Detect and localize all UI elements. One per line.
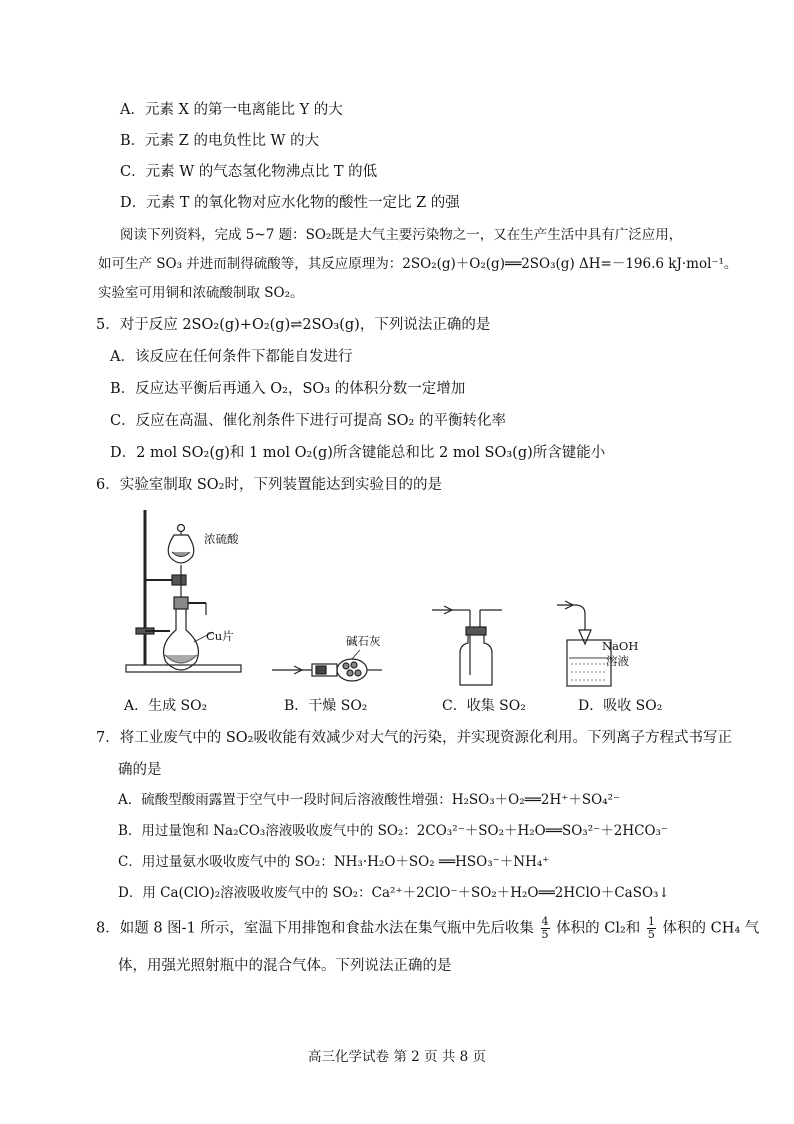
- q8-stem-part-c: 体积的 CH₄ 气: [662, 920, 760, 937]
- q8-stem-line-1: [96, 916, 759, 941]
- q8-fraction-1-denominator: 5: [541, 928, 549, 941]
- caption-a: A．生成 SO₂: [124, 698, 208, 714]
- caption-b: B．干燥 SO₂: [284, 698, 368, 714]
- reading-line-3: 实验室可用铜和浓硫酸制取 SO₂。: [98, 285, 304, 301]
- q8-fraction-2-numerator: 1: [647, 915, 655, 928]
- q8-fraction-2-denominator: 5: [647, 928, 655, 941]
- q4-option-b: B．元素 Z 的电负性比 W 的大: [120, 133, 320, 149]
- q8-stem-part-a: 8．如题 8 图-1 所示，室温下用排饱和食盐水法在集气瓶中先后收集: [96, 920, 534, 937]
- q7-option-c: C．用过量氨水吸收废气中的 SO₂：NH₃·H₂O＋SO₂ ══HSO₃⁻＋NH₄⁺: [118, 854, 550, 870]
- q5-option-a: A．该反应在任何条件下都能自发进行: [110, 349, 353, 365]
- reading-line-1: 阅读下列资料，完成 5~7 题：SO₂既是大气主要污染物之一，又在生产生活中具有广泛应用，: [120, 227, 683, 243]
- q5-option-d: D．2 mol SO₂(g)和 1 mol O₂(g)所含键能总和比 2 mol SO₃(g)所含键能小: [110, 445, 606, 461]
- q8-fraction-1: [541, 916, 550, 941]
- q4-option-d: D．元素 T 的氧化物对应水化物的酸性一定比 Z 的强: [120, 195, 460, 211]
- label-lime: 碱石灰: [346, 634, 381, 648]
- q6-stem: 6．实验室制取 SO₂时，下列装置能达到实验目的的是: [96, 477, 442, 493]
- q7-option-a: A．硫酸型酸雨露置于空气中一段时间后溶液酸性增强：H₂SO₃＋O₂══2H⁺＋SO₄²⁻: [118, 792, 621, 808]
- q5-option-c: C．反应在高温、催化剂条件下进行可提高 SO₂ 的平衡转化率: [110, 413, 506, 429]
- caption-c: C．收集 SO₂: [442, 698, 526, 714]
- q8-fraction-1-numerator: 4: [541, 915, 549, 928]
- apparatus-a-generator: [118, 505, 268, 680]
- page-footer: 高三化学试卷 第 2 页 共 8 页: [308, 1049, 486, 1065]
- q7-stem-line-2: 确的是: [118, 762, 162, 778]
- label-cu: Cu片: [206, 629, 234, 643]
- apparatus-b-drying-tube: [272, 650, 392, 690]
- q8-stem-line-2: 体，用强光照射瓶中的混合气体。下列说法正确的是: [118, 958, 452, 974]
- q5-option-b: B．反应达平衡后再通入 O₂，SO₃ 的体积分数一定增加: [110, 381, 466, 397]
- q5-stem: 5．对于反应 2SO₂(g)+O₂(g)⇌2SO₃(g)，下列说法正确的是: [96, 317, 491, 333]
- q8-stem-part-b: 体积的 Cl₂和: [556, 920, 641, 937]
- q7-option-b: B．用过量饱和 Na₂CO₃溶液吸收废气中的 SO₂：2CO₃²⁻＋SO₂＋H₂O══SO₃²⁻＋2HCO₃⁻: [118, 823, 669, 839]
- label-acid: 浓硫酸: [204, 532, 239, 546]
- q7-stem-line-1: 7．将工业废气中的 SO₂吸收能有效减少对大气的污染，并实现资源化利用。下列离子方程式书写正: [96, 730, 732, 746]
- q4-option-c: C．元素 W 的气态氢化物沸点比 T 的低: [120, 164, 378, 180]
- q8-fraction-2: [647, 916, 656, 941]
- q4-option-a: A．元素 X 的第一电离能比 Y 的大: [120, 102, 343, 118]
- label-solution: 溶液: [606, 654, 629, 668]
- apparatus-c-gas-bottle: [430, 605, 515, 690]
- label-naoh: NaOH: [602, 639, 639, 653]
- caption-d: D．吸收 SO₂: [578, 698, 663, 714]
- reading-line-2: 如可生产 SO₃ 并进而制得硫酸等，其反应原理为：2SO₂(g)＋O₂(g)══2SO₃(g) ΔH=－196.6 kJ·mol⁻¹。: [98, 256, 738, 272]
- q7-option-d: D．用 Ca(ClO)₂溶液吸收废气中的 SO₂：Ca²⁺＋2ClO⁻＋SO₂＋H₂O══2HClO＋CaSO₃↓: [118, 885, 670, 901]
